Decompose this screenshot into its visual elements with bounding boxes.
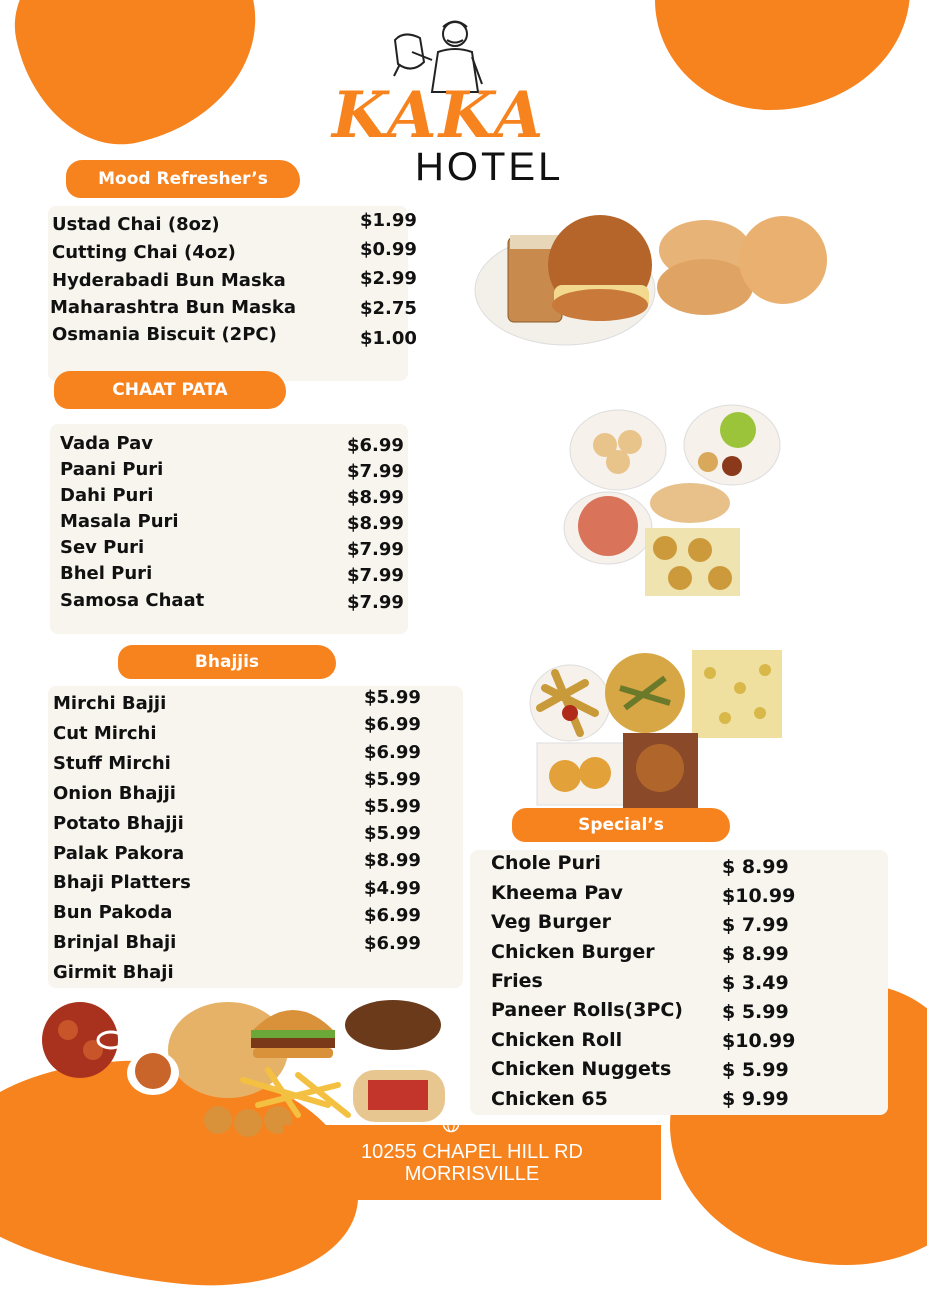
menu-item-price: $2.99 xyxy=(360,268,417,289)
menu-item-name: Hyderabadi Bun Maska xyxy=(52,270,286,291)
section-title-mood-refreshers: Mood Refresher’s xyxy=(66,160,300,198)
decorative-blob-top-right xyxy=(655,0,910,110)
chai-bun-biscuit-image xyxy=(470,205,840,350)
menu-item-name: Fries xyxy=(491,970,543,992)
section-title-bhajjis: Bhajjis xyxy=(118,645,336,679)
menu-item-name: Bun Pakoda xyxy=(53,902,173,923)
menu-item-name: Osmania Biscuit (2PC) xyxy=(52,324,277,345)
menu-item-name: Bhaji Platters xyxy=(53,872,191,893)
menu-item-price: $1.99 xyxy=(360,210,417,231)
menu-item-price: $5.99 xyxy=(364,687,421,708)
chaat-plates-image xyxy=(560,400,785,600)
menu-item-price: $5.99 xyxy=(364,823,421,844)
menu-item-name: Cutting Chai (4oz) xyxy=(52,242,236,263)
menu-item-name: Masala Puri xyxy=(60,511,179,532)
menu-item-name: Brinjal Bhaji xyxy=(53,932,177,953)
menu-item-price: $6.99 xyxy=(347,435,404,456)
bhajji-plates-image xyxy=(525,648,785,813)
menu-item-price: $8.99 xyxy=(364,850,421,871)
menu-item-price: $8.99 xyxy=(347,487,404,508)
menu-item-price: $6.99 xyxy=(364,714,421,735)
menu-item-name: Vada Pav xyxy=(60,433,153,454)
menu-item-price: $ 3.49 xyxy=(722,972,789,994)
menu-item-price: $7.99 xyxy=(347,592,404,613)
section-title-chaat-pata: CHAAT PATA xyxy=(54,371,286,409)
menu-item-price: $5.99 xyxy=(364,796,421,817)
menu-item-name: Chicken Burger xyxy=(491,941,655,963)
menu-item-price: $7.99 xyxy=(347,539,404,560)
menu-item-price: $10.99 xyxy=(722,885,796,907)
specials-food-image xyxy=(38,995,448,1145)
menu-item-name: Kheema Pav xyxy=(491,882,623,904)
menu-item-price: $2.75 xyxy=(360,298,417,319)
address-banner xyxy=(283,1125,661,1200)
menu-item-price: $8.99 xyxy=(347,513,404,534)
menu-item-price: $6.99 xyxy=(364,742,421,763)
menu-item-price: $7.99 xyxy=(347,565,404,586)
menu-item-name: Cut Mirchi xyxy=(53,723,157,744)
menu-item-name: Samosa Chaat xyxy=(60,590,205,611)
menu-item-name: Palak Pakora xyxy=(53,843,185,864)
menu-item-price: $5.99 xyxy=(364,769,421,790)
menu-item-price: $ 5.99 xyxy=(722,1001,789,1023)
menu-item-price: $10.99 xyxy=(722,1030,796,1052)
menu-item-name: Dahi Puri xyxy=(60,485,154,506)
menu-item-price: $6.99 xyxy=(364,905,421,926)
menu-item-price: $1.00 xyxy=(360,328,417,349)
menu-item-price: $ 8.99 xyxy=(722,856,789,878)
section-title-specials: Special’s xyxy=(512,808,730,842)
menu-item-price: $ 9.99 xyxy=(722,1088,789,1110)
globe-icon xyxy=(442,1115,460,1133)
menu-item-name: Sev Puri xyxy=(60,537,145,558)
menu-item-price: $ 8.99 xyxy=(722,943,789,965)
brand-name: KAKA xyxy=(332,78,546,153)
menu-item-name: Paani Puri xyxy=(60,459,164,480)
menu-item-price: $7.99 xyxy=(347,461,404,482)
menu-item-price: $ 7.99 xyxy=(722,914,789,936)
menu-item-name: Chole Puri xyxy=(491,852,601,874)
menu-item-price: $6.99 xyxy=(364,933,421,954)
menu-item-name: Chicken Roll xyxy=(491,1029,623,1051)
menu-item-name: Bhel Puri xyxy=(60,563,153,584)
address-line-2: MORRISVILLE xyxy=(404,1162,540,1185)
decorative-blob-top-left xyxy=(0,0,277,163)
menu-item-price: $0.99 xyxy=(360,239,417,260)
menu-item-name: Girmit Bhaji xyxy=(53,962,174,983)
menu-item-name: Ustad Chai (8oz) xyxy=(52,214,220,235)
menu-item-name: Veg Burger xyxy=(491,911,612,933)
menu-item-name: Maharashtra Bun Maska xyxy=(50,297,296,318)
menu-item-name: Paneer Rolls(3PC) xyxy=(491,999,683,1021)
address-line-1: 10255 CHAPEL HILL RD xyxy=(361,1140,583,1163)
menu-item-name: Stuff Mirchi xyxy=(53,753,171,774)
brand-subtitle: HOTEL xyxy=(415,145,564,189)
menu-item-name: Chicken 65 xyxy=(491,1088,608,1110)
menu-item-price: $4.99 xyxy=(364,878,421,899)
menu-item-price: $ 5.99 xyxy=(722,1059,789,1081)
menu-item-name: Chicken Nuggets xyxy=(491,1058,672,1080)
menu-item-name: Onion Bhajji xyxy=(53,783,176,804)
menu-item-name: Mirchi Bajji xyxy=(53,693,167,714)
menu-item-name: Potato Bhajji xyxy=(53,813,184,834)
